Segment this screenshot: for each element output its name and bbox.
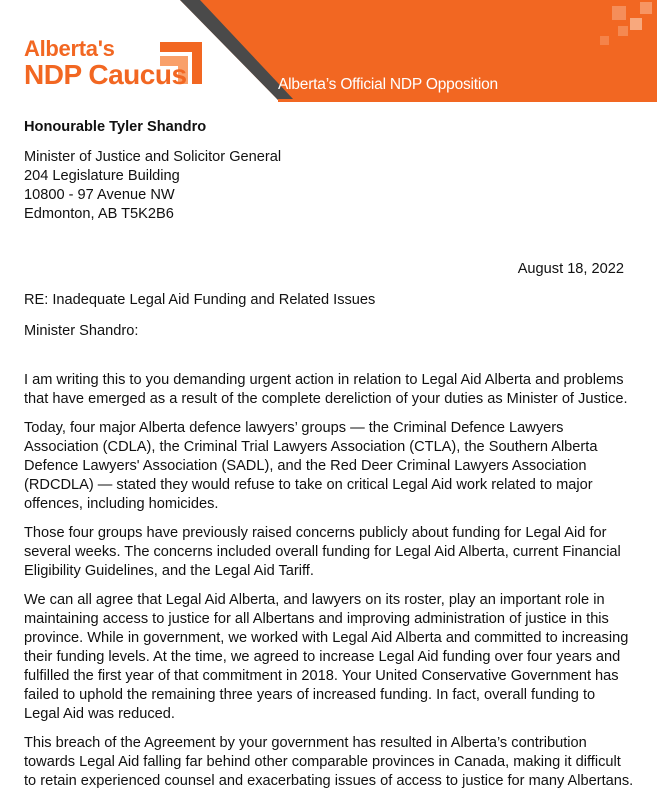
salutation: Minister Shandro:: [24, 323, 139, 339]
logo-line-alberta: Alberta's: [24, 36, 115, 61]
letter-date: August 18, 2022: [517, 261, 624, 277]
body-paragraph: This breach of the Agreement by your government has resulted in Alberta’s contribution towards Legal Aid falling far behind other comparable provinces in Canada, making it difficult to retain experienced counsel and exacerbating issues of access to justice for many Albertans.: [24, 735, 634, 789]
subject-line: RE: Inadequate Legal Aid Funding and Related Issues: [24, 292, 376, 308]
body-paragraph: Those four groups have previously raised concerns publicly about funding for Legal Aid for several weeks. The concerns included overall funding for Legal Aid Alberta, current Financial Eligibility Guidelines, and the Legal Aid Tariff.: [24, 525, 621, 579]
address-block: [24, 148, 634, 224]
banner-underline: [278, 99, 657, 102]
address-line: 204 Legislature Building: [24, 168, 180, 184]
logo-line-ndp-caucus: NDP Caucus: [24, 59, 187, 90]
pattern-square: [600, 36, 609, 45]
body-paragraph: We can all agree that Legal Aid Alberta, and lawyers on its roster, play an important role in maintaining access to justice for all Albertans and improving administration of justice in this province. While in government, we worked with Legal Aid Alberta and committed to increasing their funding levels. At the time, we agreed to increase Legal Aid funding over four years and fulfilled the first year of that commitment in 2018. Your United Conservative Government has failed to uphold the remaining three years of increased funding. In fact, overall funding to Legal Aid was reduced.: [24, 592, 629, 722]
addressee-name: Honourable Tyler Shandro: [24, 119, 207, 135]
pattern-square: [612, 6, 626, 20]
pattern-square: [630, 18, 642, 30]
pattern-square: [618, 26, 628, 36]
address-line: Edmonton, AB T5K2B6: [24, 206, 174, 222]
pattern-square: [640, 2, 652, 14]
letter-body: [24, 118, 634, 801]
address-line: 10800 - 97 Avenue NW: [24, 187, 175, 203]
body-paragraph: I am writing this to you demanding urgent action in relation to Legal Aid Alberta and problems that have emerged as a result of the complete dereliction of your duties as Minister of Justice.: [24, 372, 628, 407]
letterhead: [0, 0, 657, 102]
body-paragraph: Today, four major Alberta defence lawyers’ groups — the Criminal Defence Lawyers Association (CDLA), the Criminal Trial Lawyers Association (CTLA), the Southern Alberta Defence Lawyers' Association (SADL), and the Red Deer Criminal Lawyers Association (RDCDLA) — stated they would refuse to take on critical Legal Aid work related to major offences, including homicides.: [24, 420, 598, 512]
caucus-logo: [24, 38, 187, 89]
banner-tagline: Alberta’s Official NDP Opposition: [278, 76, 498, 93]
address-line: Minister of Justice and Solicitor General: [24, 149, 282, 165]
